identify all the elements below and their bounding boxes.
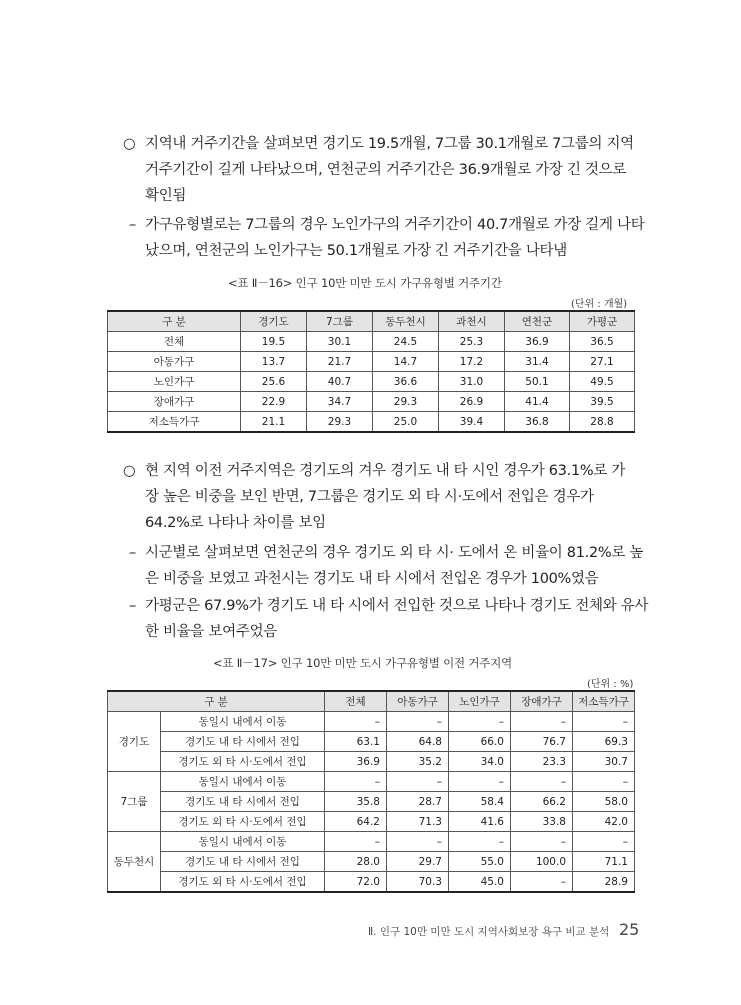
table-cell: 40.7	[307, 372, 373, 392]
text-line: 거주기간이 길게 나타났으며, 연천군의 거주기간은 36.9개월로 가장 긴 것으로	[145, 162, 627, 178]
text-line: 났으며, 연천군의 노인가구는 50.1개월로 가장 긴 거주기간을 나타냄	[145, 243, 567, 259]
table-cell: 41.4	[505, 392, 570, 412]
table-cell: 28.8	[570, 412, 635, 433]
group-label: 경기도	[108, 712, 161, 772]
table-cell: 31.4	[505, 352, 570, 372]
table-cell: –	[387, 772, 449, 792]
table-header-row	[108, 311, 635, 332]
row-label: 아동가구	[108, 352, 241, 372]
paragraph-residence-period	[123, 131, 645, 209]
table-cell: 30.1	[307, 332, 373, 352]
table-cell: 36.5	[570, 332, 635, 352]
paragraph-by-city	[129, 540, 645, 592]
table-caption: <표 Ⅱ－17> 인구 10만 미만 도시 가구유형별 이전 거주지역	[213, 656, 513, 670]
text-line: 장 높은 비중을 보인 반면, 7그룹은 경기도 외 타 시·도에서 전입은 경우가	[145, 489, 594, 505]
row-label: 저소득가구	[108, 412, 241, 433]
table-cell: 39.4	[439, 412, 505, 433]
table-cell: 34.0	[449, 752, 511, 772]
table-cell: 24.5	[373, 332, 439, 352]
table-cell: 23.3	[511, 752, 573, 772]
circle-bullet: ○	[123, 136, 136, 152]
text-line: 현 지역 이전 거주지역은 경기도의 겨우 경기도 내 타 시인 경우가 63.1%로 가	[145, 463, 626, 479]
text-line: 한 비율을 보여주었음	[145, 624, 277, 640]
table-cell: –	[449, 772, 511, 792]
table-cell: 70.3	[387, 872, 449, 893]
group-label: 동두천시	[108, 832, 161, 893]
row-label: 경기도 외 타 시·도에서 전입	[161, 812, 325, 832]
header-cell: 연천군	[505, 311, 570, 332]
header-cell: 경기도	[241, 311, 307, 332]
table-cell: 22.9	[241, 392, 307, 412]
table-cell: 76.7	[511, 732, 573, 752]
paragraph-previous-residence	[123, 458, 645, 536]
table-cell: 21.1	[241, 412, 307, 433]
table-cell: 19.5	[241, 332, 307, 352]
row-label: 경기도 내 타 시에서 전입	[161, 732, 325, 752]
table-row	[108, 412, 635, 433]
table-cell: –	[325, 832, 387, 852]
table-cell: 58.0	[573, 792, 635, 812]
table-cell: 25.0	[373, 412, 439, 433]
table-cell: 71.3	[387, 812, 449, 832]
paragraph-household-type-period	[129, 212, 645, 264]
table-cell: 36.8	[505, 412, 570, 433]
table-cell: 13.7	[241, 352, 307, 372]
table-caption: <표 Ⅱ－16> 인구 10만 미만 도시 가구유형별 거주기간	[228, 276, 502, 290]
table-row	[108, 352, 635, 372]
table-row	[108, 332, 635, 352]
table-header-row	[108, 691, 635, 712]
table-unit: (단위 : 개월)	[571, 299, 628, 310]
table-cell: 28.9	[573, 872, 635, 893]
table-cell: 45.0	[449, 872, 511, 893]
table-cell: –	[511, 832, 573, 852]
header-cell: 동두천시	[373, 311, 439, 332]
table-cell: –	[449, 832, 511, 852]
header-cell: 저소득가구	[573, 691, 635, 712]
table-cell: –	[573, 712, 635, 732]
table-cell: 36.9	[505, 332, 570, 352]
text-line: 지역내 거주기간을 살펴보면 경기도 19.5개월, 7그룹 30.1개월로 7그룹의 지역	[145, 136, 634, 152]
table-row	[108, 792, 635, 812]
table-cell: 35.2	[387, 752, 449, 772]
row-label: 동일시 내에서 이동	[161, 832, 325, 852]
table-cell: 29.3	[373, 392, 439, 412]
table-row	[108, 812, 635, 832]
row-label: 노인가구	[108, 372, 241, 392]
table-cell: –	[511, 772, 573, 792]
table-row	[108, 772, 635, 792]
header-cell: 아동가구	[387, 691, 449, 712]
table-row	[108, 832, 635, 852]
row-label: 경기도 외 타 시·도에서 전입	[161, 872, 325, 893]
row-label: 동일시 내에서 이동	[161, 712, 325, 732]
header-cell: 노인가구	[449, 691, 511, 712]
table-cell: –	[573, 832, 635, 852]
table-cell: 39.5	[570, 392, 635, 412]
table-cell: 34.7	[307, 392, 373, 412]
page-number: 25	[619, 920, 640, 939]
table-cell: 17.2	[439, 352, 505, 372]
table-cell: 27.1	[570, 352, 635, 372]
text-line: 64.2%로 나타나 차이를 보임	[145, 515, 326, 531]
table-cell: 58.4	[449, 792, 511, 812]
table-cell: 33.8	[511, 812, 573, 832]
header-cell: 전체	[325, 691, 387, 712]
header-cell: 7그룹	[307, 311, 373, 332]
group-label: 7그룹	[108, 772, 161, 832]
table-cell: 72.0	[325, 872, 387, 893]
row-label: 장애가구	[108, 392, 241, 412]
table-cell: 14.7	[373, 352, 439, 372]
table-cell: 50.1	[505, 372, 570, 392]
text-line: 확인됨	[145, 188, 187, 204]
header-cell: 가평군	[570, 311, 635, 332]
table-cell: –	[511, 872, 573, 893]
table-cell: –	[325, 772, 387, 792]
text-line: 시군별로 살펴보면 연천군의 경우 경기도 외 타 시· 도에서 온 비율이 81.2%로 높	[145, 545, 644, 561]
table-cell: 49.5	[570, 372, 635, 392]
table-cell: 30.7	[573, 752, 635, 772]
table-cell: –	[449, 712, 511, 732]
header-cell: 구 분	[108, 691, 325, 712]
table-cell: 42.0	[573, 812, 635, 832]
table-cell: 25.3	[439, 332, 505, 352]
row-label: 경기도 외 타 시·도에서 전입	[161, 752, 325, 772]
row-label: 경기도 내 타 시에서 전입	[161, 792, 325, 812]
table-cell: 21.7	[307, 352, 373, 372]
table-cell: 36.6	[373, 372, 439, 392]
row-label: 동일시 내에서 이동	[161, 772, 325, 792]
dash-bullet: –	[129, 217, 136, 233]
dash-bullet: –	[129, 598, 136, 614]
table-cell: –	[325, 712, 387, 732]
table-cell: 71.1	[573, 852, 635, 872]
running-footer: Ⅱ. 인구 10만 미만 도시 지역사회보장 욕구 비교 분석	[368, 926, 610, 938]
table-cell: 28.7	[387, 792, 449, 812]
table-cell: 31.0	[439, 372, 505, 392]
table-cell: –	[387, 712, 449, 732]
table-row	[108, 392, 635, 412]
dash-bullet: –	[129, 545, 136, 561]
table-row	[108, 872, 635, 893]
table-row	[108, 372, 635, 392]
table-cell: 64.2	[325, 812, 387, 832]
table-cell: 66.0	[449, 732, 511, 752]
residence-period-table	[107, 310, 635, 433]
table-row	[108, 752, 635, 772]
row-label: 경기도 내 타 시에서 전입	[161, 852, 325, 872]
table-cell: 63.1	[325, 732, 387, 752]
header-cell: 과천시	[439, 311, 505, 332]
table-row	[108, 732, 635, 752]
table-cell: 69.3	[573, 732, 635, 752]
table-cell: 100.0	[511, 852, 573, 872]
table-row	[108, 712, 635, 732]
table-cell: –	[387, 832, 449, 852]
previous-residence-table	[107, 690, 635, 893]
table-row	[108, 852, 635, 872]
table-cell: 41.6	[449, 812, 511, 832]
table-cell: 28.0	[325, 852, 387, 872]
header-cell: 구 분	[108, 311, 241, 332]
table-cell: 36.9	[325, 752, 387, 772]
table-cell: 66.2	[511, 792, 573, 812]
table-cell: 64.8	[387, 732, 449, 752]
text-line: 가구유형별로는 7그룹의 경우 노인가구의 거주기간이 40.7개월로 가장 길게 나타	[145, 217, 645, 233]
table-cell: 35.8	[325, 792, 387, 812]
text-line: 은 비중을 보였고 과천시는 경기도 내 타 시에서 전입온 경우가 100%였음	[145, 571, 599, 587]
row-label: 전체	[108, 332, 241, 352]
header-cell: 장애가구	[511, 691, 573, 712]
table-unit: (단위 : %)	[587, 679, 634, 690]
table-cell: 55.0	[449, 852, 511, 872]
paragraph-gapyeong	[129, 593, 649, 645]
table-cell: –	[511, 712, 573, 732]
table-cell: –	[573, 772, 635, 792]
table-cell: 29.3	[307, 412, 373, 433]
text-line: 가평군은 67.9%가 경기도 내 타 시에서 전입한 것으로 나타나 경기도 전체와 유사	[145, 598, 649, 614]
table-cell: 26.9	[439, 392, 505, 412]
table-cell: 29.7	[387, 852, 449, 872]
circle-bullet: ○	[123, 463, 136, 479]
table-cell: 25.6	[241, 372, 307, 392]
